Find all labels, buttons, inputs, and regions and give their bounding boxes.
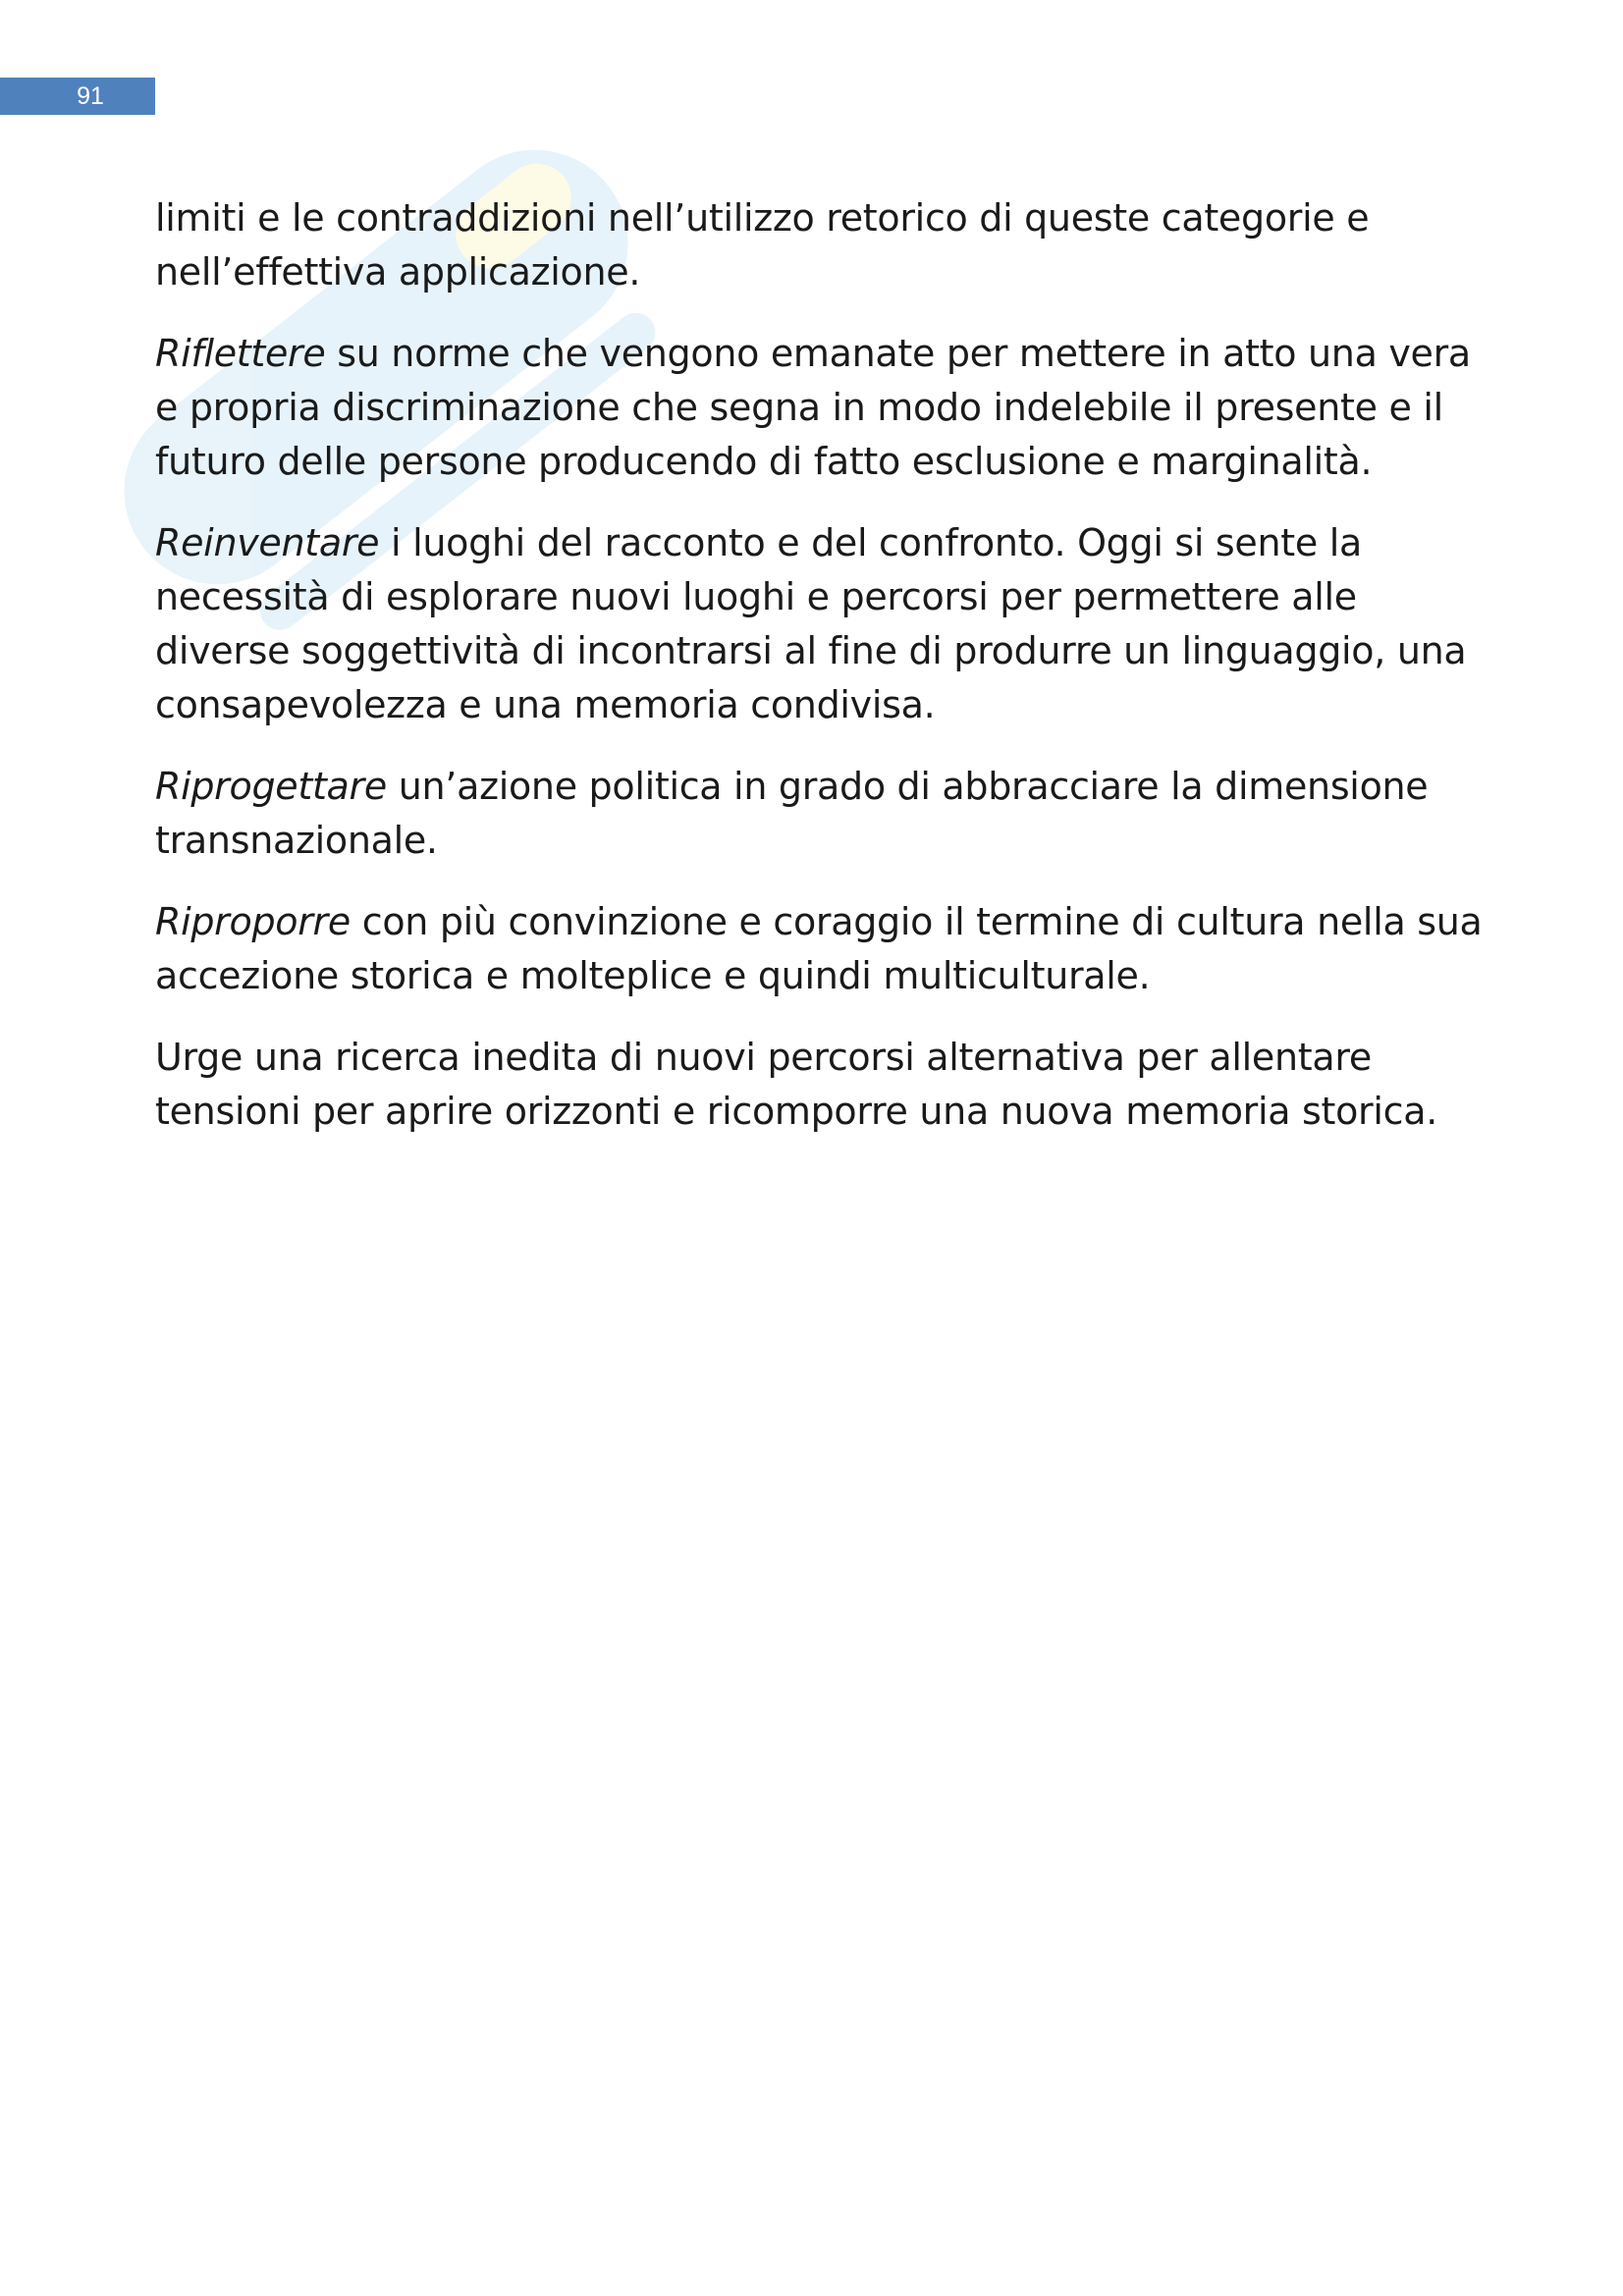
paragraph-2 (155, 327, 1490, 489)
paragraph-4 (155, 760, 1490, 868)
paragraph-2-keyword: Riflettere (155, 332, 326, 375)
paragraph-4-keyword: Riprogettare (155, 765, 387, 808)
paragraph-3-keyword: Reinventare (155, 521, 380, 564)
paragraph-1-text: limiti e le contraddizioni nell’utilizzo retorico di queste categorie e nell’effettiva applicazione. (155, 196, 1370, 294)
paragraph-5-text: con più convinzione e coraggio il termine di cultura nella sua accezione storica e molteplice e quindi multiculturale. (155, 900, 1483, 997)
paragraph-4-text: un’azione politica in grado di abbracciare la dimensione transnazionale. (155, 765, 1429, 862)
document-body (155, 191, 1490, 1166)
paragraph-2-text: su norme che vengono emanate per mettere in atto una vera e propria discriminazione che segna in modo indelebile il presente e il futuro delle persone producendo di fatto esclusione e marginalità. (155, 332, 1471, 483)
paragraph-5-keyword: Riproporre (155, 900, 351, 943)
paragraph-6-text: Urge una ricerca inedita di nuovi percorsi alternativa per allentare tensioni per aprire orizzonti e ricomporre una nuova memoria storica. (155, 1036, 1437, 1133)
page-number-tab (0, 78, 155, 115)
paragraph-6 (155, 1031, 1490, 1139)
paragraph-3-text: i luoghi del racconto e del confronto. Oggi si sente la necessità di esplorare nuovi luoghi e percorsi per permettere alle diverse soggettività di incontrarsi al fine di produrre un linguaggio, una consapevolezza e una memoria condivisa. (155, 521, 1467, 726)
paragraph-3 (155, 516, 1490, 732)
paragraph-5 (155, 895, 1490, 1003)
paragraph-1 (155, 191, 1490, 299)
page-number: 91 (77, 82, 104, 110)
